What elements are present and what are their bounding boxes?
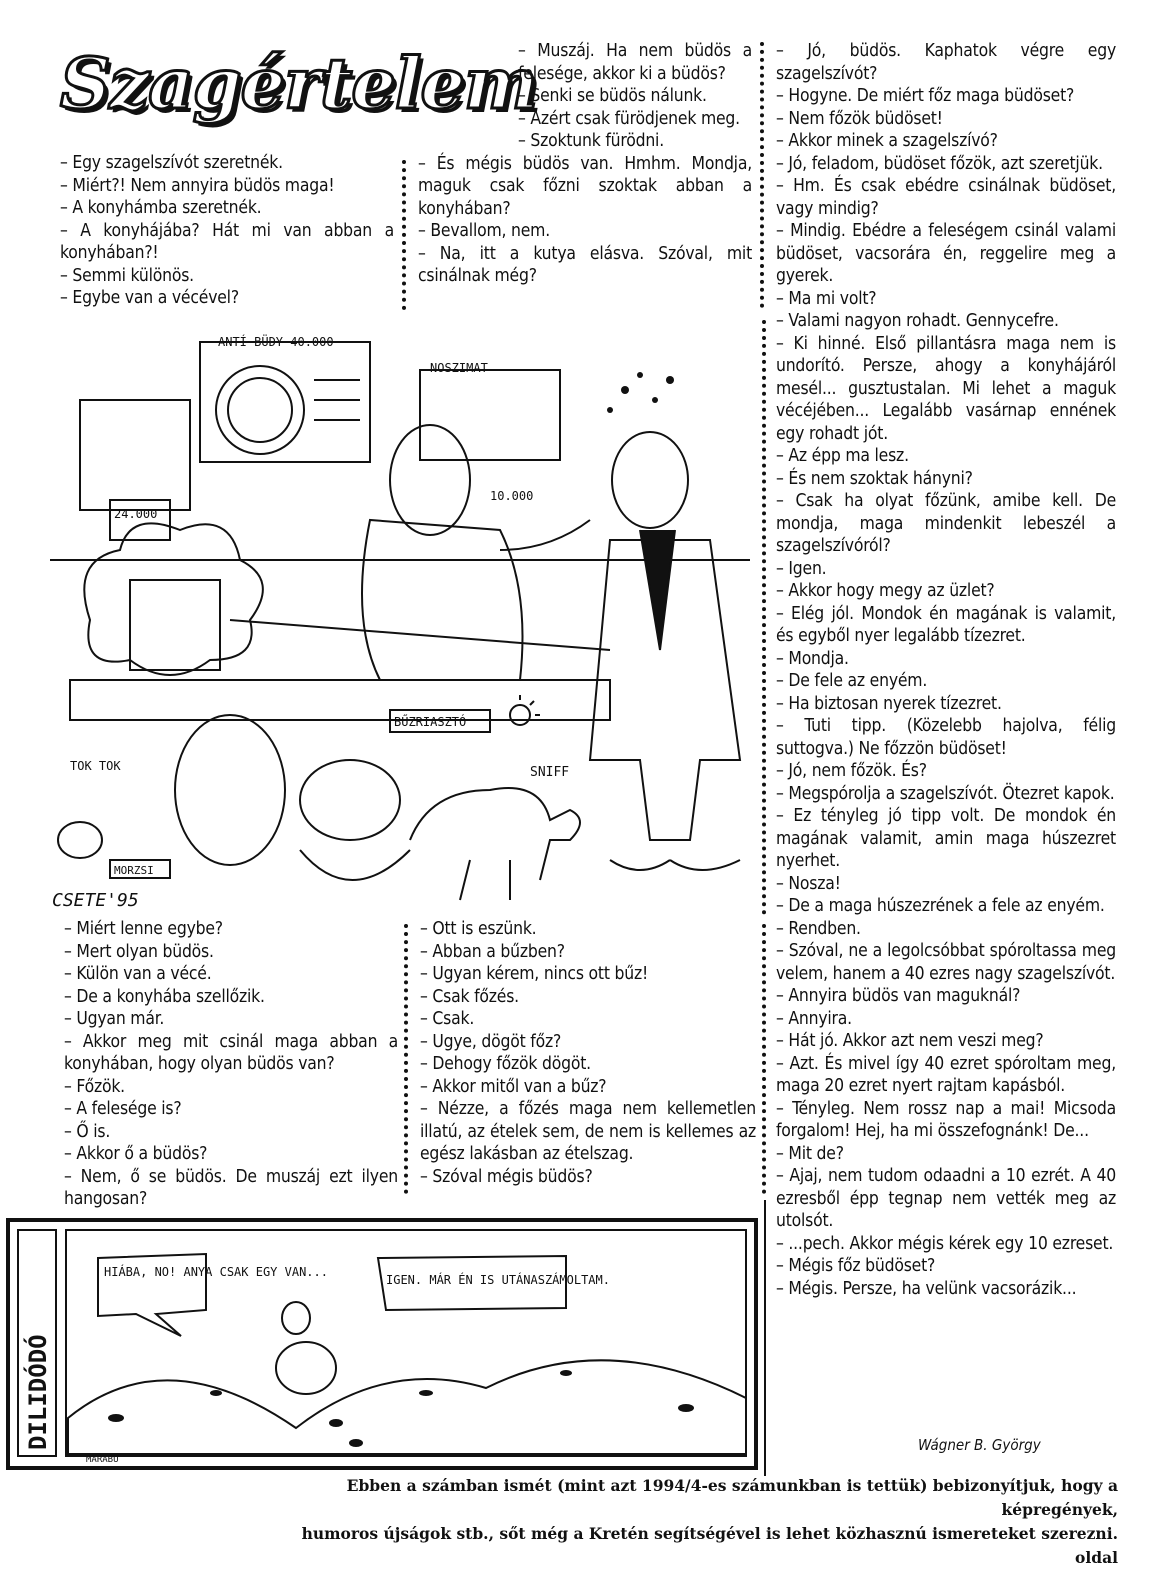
dialogue-line: – Ma mi volt? xyxy=(776,288,877,309)
dialogue-line: – Abban a bűzben? xyxy=(420,941,565,962)
tok-sound: TOK TOK xyxy=(70,759,121,773)
dialogue-line: – Ott is eszünk. xyxy=(420,919,537,939)
dialogue-line: – Ugyan már. xyxy=(64,1009,165,1029)
price-tag-right: 10.000 xyxy=(490,489,534,503)
dialogue-line: – Igen. xyxy=(776,558,827,579)
dialogue-line: – Nem, ő se büdös. De muszáj ezt ilyen hangosan? xyxy=(64,1166,398,1209)
footer-line: humoros újságok stb., sőt még a Kretén segítségével is lehet közhasznú ismereteket szerezni. oldal xyxy=(301,1524,1118,1567)
dialogue-line: – Tuti tipp. (Közelebb hajolva, félig suttogva.) Ne főzzön büdöset! xyxy=(776,716,1116,759)
dialogue-line: – De a maga húszezrének a fele az enyém. xyxy=(776,896,1105,916)
page-footer xyxy=(300,1474,1118,1570)
author-credit: Wágner B. György xyxy=(918,1436,1041,1454)
dilidodo-comic-strip xyxy=(6,1218,758,1470)
dialogue-line: – Nézze, a főzés maga nem kellemetlen illatú, az ételek sem, de nem is kellemes az egész lakásban az ételszag. xyxy=(420,1099,756,1164)
artist-signature: CSETE'95 xyxy=(52,890,139,910)
dialogue-line: – Nosza! xyxy=(776,873,841,894)
dialogue-line: – Dehogy főzök dögöt. xyxy=(420,1054,591,1074)
dialogue-line: – Ki hinné. Első pillantásra maga nem is undorító. Persze, ahogy a konyhájáról mesél... gusztustalan. Mi lehet a maguk vécéjében... Legalább vasárnap ennének egy rohadt jót. xyxy=(776,333,1116,444)
dialogue-line: – Hm. És csak ebédre csinálnak büdöset, vagy mindig? xyxy=(776,176,1116,219)
dialogue-line: – Csak főzés. xyxy=(420,986,519,1007)
brand-sign: NOSZIMAT xyxy=(430,361,488,375)
dialogue-line: – Azért csak fürödjenek meg. xyxy=(518,108,740,129)
dialogue-line: – Jó, nem főzök. És? xyxy=(776,761,927,781)
device-label: BŰZRIASZTÓ xyxy=(394,715,467,729)
dialogue-line: – Bevallom, nem. xyxy=(418,221,550,241)
text-column-top-middle xyxy=(418,40,752,288)
dialogue-line: – Elég jól. Mondok én magának is valamit, és egyből nyer legalább tízezret. xyxy=(776,603,1116,646)
dialogue-line: – Mit de? xyxy=(776,1143,844,1164)
dialogue-line: – Megspórolja a szagelszívót. Ötezret kapok. xyxy=(776,783,1115,804)
sniff-sound: SNIFF xyxy=(530,765,570,780)
dotted-divider xyxy=(762,320,766,915)
dialogue-line: – ...pech. Akkor mégis kérek egy 10 ezreset. xyxy=(776,1233,1114,1254)
dialogue-line: – Akkor meg mit csinál maga abban a konyhában, hogy olyan büdös van? xyxy=(64,1031,398,1074)
dialogue-line: – Nem főzök büdöset! xyxy=(776,108,943,129)
dialogue-line: – Azt. És mivel így 40 ezret spóroltam meg, maga 20 ezret nyert rajtam kapásból. xyxy=(776,1053,1116,1096)
text-column-top-left xyxy=(60,152,394,310)
dialogue-line: – Tényleg. Nem rossz nap a mai! Micsoda forgalom! Hej, ha mi összefognánk! De... xyxy=(776,1098,1116,1141)
dialogue-line: – Szóval mégis büdös? xyxy=(420,1166,593,1187)
dialogue-line: – Az épp ma lesz. xyxy=(776,446,909,466)
column-rule xyxy=(764,1200,766,1476)
text-column-right xyxy=(776,40,1116,1300)
dialogue-line: – Csak ha olyat főzünk, amibe kell. De mondja, maga mindenkit lebeszél a szagelszívóról? xyxy=(776,491,1116,556)
dotted-divider xyxy=(402,160,406,310)
dotted-divider xyxy=(760,42,764,308)
dialogue-line: – Ha biztosan nyerek tízezret. xyxy=(776,693,1002,714)
dialogue-line: – Ugye, dögöt főz? xyxy=(420,1031,562,1052)
dialogue-line: – A felesége is? xyxy=(64,1099,182,1119)
dialogue-line: – A konyhámba szeretnék. xyxy=(60,198,262,218)
dialogue-line: – Akkor minek a szagelszívó? xyxy=(776,131,998,151)
dialogue-line: – Muszáj. Ha nem büdös a felesége, akkor ki a büdös? xyxy=(518,41,752,84)
speech-bubble-right: IGEN. MÁR ÉN IS UTÁNASZÁMOLTAM. xyxy=(386,1273,610,1287)
dotted-divider xyxy=(404,924,408,1194)
dialogue-line: – Senki se büdös nálunk. xyxy=(518,86,707,106)
dialogue-line: – Akkor ő a büdös? xyxy=(64,1144,208,1164)
text-column-bottom-middle xyxy=(420,918,756,1188)
dialogue-line: – Jó, büdös. Kaphatok végre egy szagelszívót? xyxy=(776,41,1116,84)
strip-vertical-title: DILIDÓDÓ xyxy=(24,1334,52,1450)
dialogue-line: – Valami nagyon rohadt. Gennycefre. xyxy=(776,311,1059,331)
dialogue-line: – Na, itt a kutya elásva. Szóval, mit csinálnak még? xyxy=(418,243,752,286)
dotted-divider xyxy=(762,924,766,1194)
dialogue-line: – Miért lenne egybe? xyxy=(64,919,223,939)
dialogue-line: – Főzök. xyxy=(64,1076,125,1097)
dialogue-line: – Akkor mitől van a bűz? xyxy=(420,1076,607,1097)
dialogue-line: – Hát jó. Akkor azt nem veszi meg? xyxy=(776,1031,1044,1051)
dialogue-line: – Miért?! Nem annyira büdös maga! xyxy=(60,175,335,196)
strip-artist: MARABU xyxy=(86,1455,119,1465)
dialogue-line: – Szóval, ne a legolcsóbbat spóroltassa meg velem, hanem a 40 ezres nagy szagelszívót. xyxy=(776,941,1116,984)
dialogue-line: – Mégis. Persze, ha velünk vacsorázik... xyxy=(776,1278,1077,1299)
dialogue-line: – Ajaj, nem tudom odaadni a 10 ezrét. A 40 ezresből épp tegnap nem vették meg az utolsót. xyxy=(776,1166,1116,1231)
article-title: Szagértelem xyxy=(60,42,538,125)
dialogue-line: – Külön van a vécé. xyxy=(64,964,212,984)
dialogue-line: – Ugyan kérem, nincs ott bűz! xyxy=(420,964,649,984)
dialogue-line: – Ő is. xyxy=(64,1121,111,1142)
dialogue-line: – Akkor hogy megy az üzlet? xyxy=(776,581,995,601)
dialogue-line: – És nem szoktak hányni? xyxy=(776,468,973,489)
dialogue-line: – De a konyhába szellőzik. xyxy=(64,986,265,1007)
dialogue-line: – Egy szagelszívót szeretnék. xyxy=(60,153,283,173)
price-sign-top: ANTÍ BÜDY 40.000 xyxy=(218,335,334,349)
dialogue-line: – Annyira. xyxy=(776,1008,852,1029)
dialogue-line: – Mindig. Ebédre a feleségem csinál valami büdöset, vacsorára én, reggelire meg a gyerek. xyxy=(776,221,1116,286)
dialogue-line: – Rendben. xyxy=(776,918,861,939)
dialogue-line: – A konyhájába? Hát mi van abban a konyhában?! xyxy=(60,220,394,263)
price-tag-left: 24.000 xyxy=(114,507,158,521)
text-column-bottom-left xyxy=(64,918,398,1211)
dialogue-line: – Ez tényleg jó tipp volt. De mondok én magának valamit, amin maga húszezret nyerhet. xyxy=(776,806,1116,871)
dialogue-line: – Mondja. xyxy=(776,648,849,669)
dialogue-line: – De fele az enyém. xyxy=(776,671,928,691)
footer-line: Ebben a számban ismét (mint azt 1994/4-es számunkban is tettük) bebizonyítjuk, hogy a képregények, xyxy=(346,1476,1118,1519)
dialogue-line: – Egybe van a vécével? xyxy=(60,288,239,308)
dialogue-line: – Hogyne. De miért főz maga büdöset? xyxy=(776,86,1075,106)
dialogue-line: – Jó, feladom, büdöset főzök, azt szeretjük. xyxy=(776,153,1103,174)
dialogue-line: – Csak. xyxy=(420,1009,475,1029)
dialogue-line: – Mert olyan büdös. xyxy=(64,941,214,962)
shop-cartoon-illustration xyxy=(50,320,750,910)
dialogue-line: – Annyira büdös van maguknál? xyxy=(776,986,1021,1006)
speech-bubble-left: HIÁBA, NO! ANYA CSAK EGY VAN... xyxy=(104,1265,328,1279)
dialogue-line: – Mégis főz büdöset? xyxy=(776,1256,936,1276)
dialogue-line: – És mégis büdös van. Hmhm. Mondja, maguk csak főzni szoktak abban a konyhában? xyxy=(418,153,752,219)
dialogue-line: – Szoktunk fürödni. xyxy=(518,131,664,151)
dialogue-line: – Semmi különös. xyxy=(60,265,194,286)
dog-bowl-label: MORZSI xyxy=(114,864,154,877)
